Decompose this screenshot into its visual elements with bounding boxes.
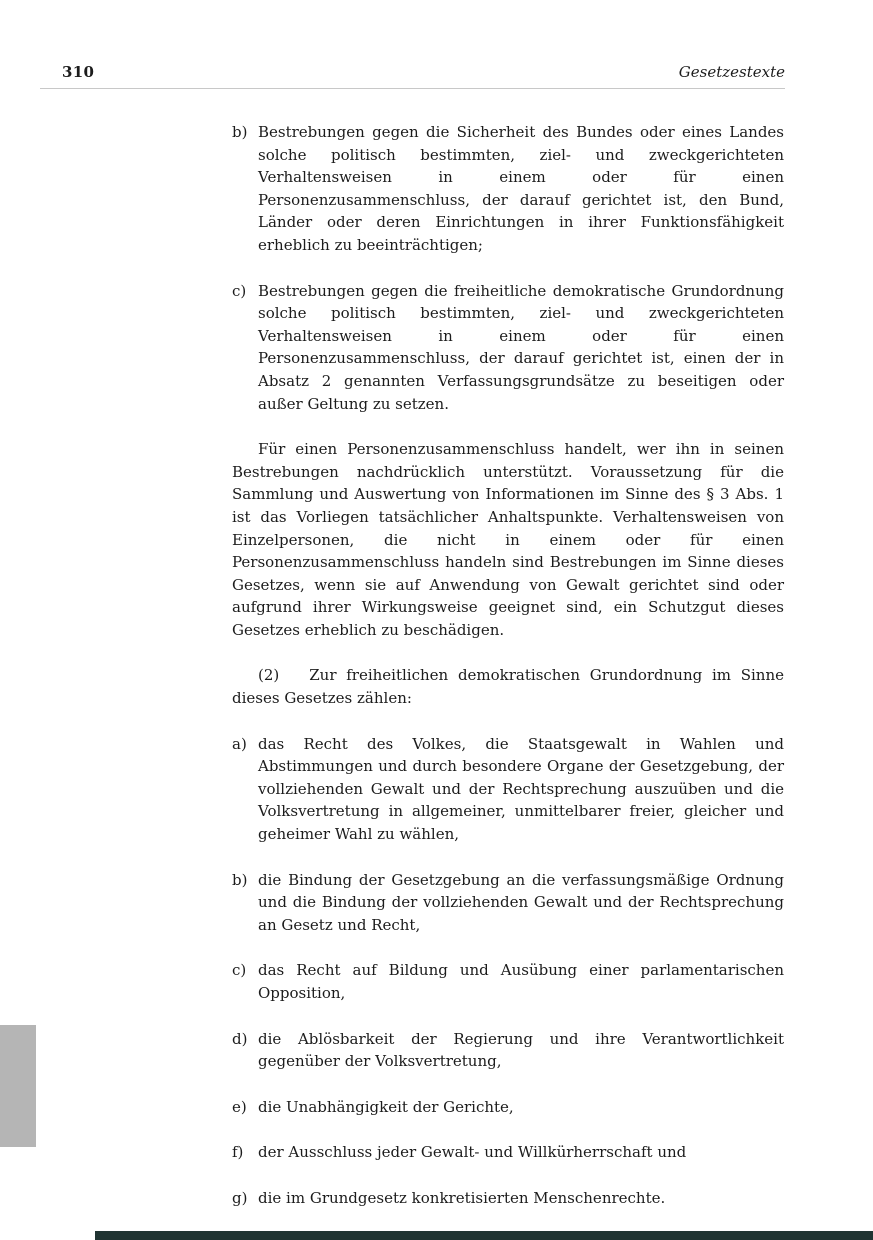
bottom-bar	[95, 1231, 873, 1240]
list-text: der Ausschluss jeder Gewalt- und Willkürherrschaft und	[258, 1143, 687, 1162]
list-item	[232, 869, 784, 937]
paragraph	[232, 438, 784, 641]
list-item	[232, 1028, 784, 1073]
list-item	[232, 280, 784, 416]
list-marker: f)	[232, 1143, 244, 1162]
list-text: Bestrebungen gegen die freiheitliche demokratische Grundordnung solche politisch bestimmten, ziel- und zweckgerichteten Verhaltensweisen in einem oder für einen Personenzusammenschluss, der darauf gerichtet ist, einen der in Absatz 2 genannten Verfassungsgrundsätze zu beseitigen oder außer Geltung zu setzen.	[258, 281, 784, 413]
list-marker: b)	[232, 123, 248, 141]
list-text: die Ablösbarkeit der Regierung und ihre Verantwortlichkeit gegenüber der Volksvertretung,	[258, 1029, 784, 1071]
list-item	[232, 733, 784, 846]
list-text: Bestrebungen gegen die Sicherheit des Bundes oder eines Landes solche politisch bestimmten, ziel- und zweckgerichteten Verhaltensweisen in einem oder für einen Personenzusammenschluss, der darauf gerichtet ist, den Bund, Länder oder deren Einrichtungen in ihrer Funktionsfähigkeit erheblich zu beeinträchtigen;	[258, 123, 784, 254]
list-item	[232, 959, 784, 1004]
list-text: die Unabhängigkeit der Gerichte,	[258, 1097, 514, 1116]
list-text: das Recht auf Bildung und Ausübung einer parlamentarischen Opposition,	[258, 961, 784, 1002]
list-item	[232, 1187, 784, 1210]
list-item	[232, 1141, 784, 1164]
list-text: die im Grundgesetz konkretisierten Menschenrechte.	[258, 1188, 666, 1207]
paragraph-text: Zur freiheitlichen demokratischen Grundordnung im Sinne dieses Gesetzes zählen:	[232, 666, 784, 708]
page-header	[40, 64, 785, 89]
list-marker: d)	[232, 1029, 248, 1048]
list-text: die Bindung der Gesetzgebung an die verfassungsmäßige Ordnung und die Bindung der vollziehenden Gewalt und der Rechtsprechung an Gesetz und Recht,	[258, 870, 784, 934]
list-marker: c)	[232, 961, 247, 980]
paragraph-number: (2)	[258, 666, 280, 685]
list-item	[232, 1096, 784, 1119]
page-number: 310	[62, 63, 95, 81]
page-edge-tab	[0, 1025, 36, 1147]
body-text	[232, 121, 784, 1233]
list-marker: c)	[232, 281, 247, 300]
paragraph	[232, 664, 784, 709]
list-marker: a)	[232, 734, 247, 753]
list-text: das Recht des Volkes, die Staatsgewalt in Wahlen und Abstimmungen und durch besondere Organe der Gesetzgebung, der vollziehenden Gewalt und der Rechtsprechung auszuüben und die Volksvertretung in allgemeiner, unmittelbarer freier, gleicher und geheimer Wahl zu wählen,	[258, 734, 784, 844]
list-item	[232, 121, 784, 257]
header-title: Gesetzestexte	[678, 63, 785, 81]
list-marker: e)	[232, 1097, 247, 1116]
list-marker: b)	[232, 870, 248, 889]
paragraph-text: Für einen Personenzusammenschluss handelt, wer ihn in seinen Bestrebungen nachdrücklich unterstützt. Voraussetzung für die Sammlung und Auswertung von Informationen im Sinne des § 3 Abs. 1 ist das Vorliegen tatsächlicher Anhaltspunkte. Verhaltensweisen von Einzelpersonen, die nicht in einem oder für einen Personenzusammenschluss handeln sind Bestrebungen im Sinne dieses Gesetzes, wenn sie auf Anwendung von Gewalt gerichtet sind oder aufgrund ihrer Wirkungsweise geeignet sind, ein Schutzgut dieses Gesetzes erheblich zu beschädigen.	[232, 440, 784, 639]
list-marker: g)	[232, 1188, 248, 1207]
